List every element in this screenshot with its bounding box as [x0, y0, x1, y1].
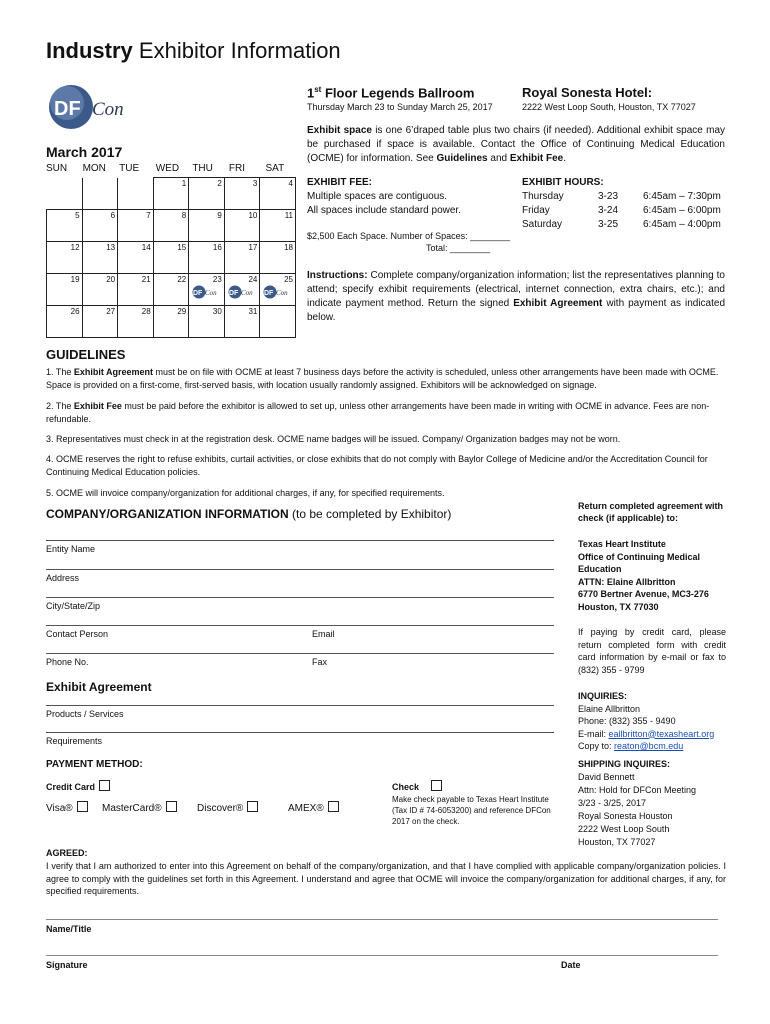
guideline-item: 4. OCME reserves the right to refuse exhibits, curtail activities, or close exhibits that do not comply with Baylor College of Medicine and/or the Accreditation Council for Continuing Medical Education policies. — [46, 454, 708, 477]
discover-checkbox[interactable] — [247, 801, 258, 812]
hours-date: 3-25 — [598, 219, 619, 230]
svg-text:DF: DF — [264, 290, 274, 297]
dfcon-logo — [48, 84, 132, 130]
calendar-day — [118, 178, 154, 210]
inquiries-email-link[interactable]: eallbritton@texasheart.org — [608, 728, 715, 739]
calendar-day — [82, 178, 118, 210]
email-label: Email — [312, 629, 335, 639]
hours-day: Saturday — [522, 219, 563, 230]
contact-line[interactable] — [46, 625, 554, 626]
contact-person-label: Contact Person — [46, 629, 109, 639]
payment-heading: PAYMENT METHOD: — [46, 759, 143, 770]
requirements-line[interactable] — [46, 732, 554, 733]
calendar-day: 21 — [118, 274, 154, 306]
guidelines-heading: GUIDELINES — [46, 347, 126, 362]
name-title-label: Name/Title — [46, 924, 92, 934]
weekday-label: TUE — [119, 163, 140, 174]
calendar-day: 4 — [260, 178, 296, 210]
inquiries-block: INQUIRIES: Elaine Allbritton Phone: (832) 355 - 9490 E-mail: eallbritton@texasheart.org Copy to: reaton@bcm.edu — [578, 691, 715, 751]
calendar-day: 6 — [82, 210, 118, 242]
calendar-day: 17 — [224, 242, 260, 274]
signature-line[interactable] — [46, 955, 718, 956]
calendar-day: 2 — [189, 178, 225, 210]
svg-text:Con: Con — [92, 99, 124, 120]
calendar-day: 27 — [82, 306, 118, 338]
svg-text:Con: Con — [240, 289, 253, 297]
agreed-heading: AGREED: — [46, 848, 88, 858]
calendar-week — [47, 210, 296, 242]
requirements-label: Requirements — [46, 736, 103, 746]
exhibit-fee-line: All spaces include standard power. — [307, 205, 461, 216]
calendar-day: 16 — [189, 242, 225, 274]
check-checkbox[interactable] — [431, 780, 442, 791]
copy-email-link[interactable]: reaton@bcm.edu — [614, 741, 684, 751]
hours-time: 6:45am – 6:00pm — [643, 205, 721, 216]
calendar-week — [47, 178, 296, 210]
calendar-day: 30 — [189, 306, 225, 338]
return-address: Texas Heart Institute Office of Continuing Medical Education ATTN: Elaine Allbritton 6770 Bertner Avenue, MC3-276 Houston, TX 77030 — [578, 539, 709, 612]
guideline-item: 3. Representatives must check in at the registration desk. OCME name badges will be issued. Company/ Organization badges may not be worn. — [46, 434, 621, 444]
signature-label: Signature — [46, 960, 88, 970]
calendar-day: 31 — [224, 306, 260, 338]
address-line[interactable] — [46, 569, 554, 570]
amex-checkbox[interactable] — [328, 801, 339, 812]
hours-date: 3-23 — [598, 191, 619, 202]
discover-option[interactable]: Discover® — [197, 801, 258, 814]
amex-option[interactable]: AMEX® — [288, 801, 339, 814]
calendar-day: 19 — [47, 274, 83, 306]
products-line[interactable] — [46, 705, 554, 706]
calendar-grid — [46, 177, 296, 338]
guideline-item: 5. OCME will invoice company/organization for additional charges, if any, for specified requirements. — [46, 488, 445, 498]
weekday-label: SAT — [265, 163, 285, 174]
exhibit-fee-line: Multiple spaces are contiguous. — [307, 191, 448, 202]
weekday-label: FRI — [228, 163, 245, 174]
hours-time: 6:45am – 7:30pm — [643, 191, 721, 202]
exhibit-agreement-heading: Exhibit Agreement — [46, 680, 152, 694]
calendar-day: 9 — [189, 210, 225, 242]
entity-name-label: Entity Name — [46, 544, 96, 554]
dfcon-mini-logo-icon — [192, 285, 222, 299]
phone-label: Phone No. — [46, 657, 89, 667]
company-heading: COMPANY/ORGANIZATION INFORMATION (to be completed by Exhibitor) — [46, 507, 452, 521]
calendar-week — [47, 242, 296, 274]
mastercard-option[interactable]: MasterCard® — [102, 801, 177, 814]
calendar-day: 20 — [82, 274, 118, 306]
venue-address: 2222 West Loop South, Houston, TX 77027 — [522, 102, 696, 112]
svg-text:DF: DF — [193, 290, 203, 297]
visa-checkbox[interactable] — [77, 801, 88, 812]
calendar-day: 8 — [153, 210, 189, 242]
venue-hotel: Royal Sonesta Hotel: — [522, 85, 653, 100]
guideline-item: 1. The Exhibit Agreement must be on file with OCME at least 7 business days before the activity is scheduled, unless other arrangements have been made with OCME. Space is provided on a first-come, first-served basis, with location usually randomly assigned. Exhibitors will be acknowledged on signage. — [46, 367, 719, 390]
calendar-day: 24 DF Con — [224, 274, 260, 306]
svg-text:DF: DF — [228, 290, 239, 297]
hours-time: 6:45am – 4:00pm — [643, 219, 721, 230]
check-option[interactable]: Check — [392, 780, 442, 792]
calendar-day: 13 — [82, 242, 118, 274]
calendar-day: 26 — [47, 306, 83, 338]
calendar-day: 25 DF Con — [260, 274, 296, 306]
phone-line[interactable] — [46, 653, 554, 654]
city-label: City/State/Zip — [46, 601, 101, 611]
calendar-week — [47, 274, 296, 306]
hours-date: 3-24 — [598, 205, 619, 216]
calendar-month: March 2017 — [46, 144, 123, 160]
hours-day: Friday — [522, 205, 550, 216]
exhibit-hours-heading: EXHIBIT HOURS: — [522, 177, 604, 188]
check-note: Make check payable to Texas Heart Institute (Tax ID # 74-6053200) and reference DFCon 2017 on the check. — [392, 795, 551, 826]
calendar-day: 29 — [153, 306, 189, 338]
weekday-label: MON — [82, 163, 106, 174]
weekday-label: WED — [155, 163, 180, 174]
entity-line[interactable] — [46, 540, 554, 541]
calendar-day: 11 — [260, 210, 296, 242]
products-label: Products / Services — [46, 709, 124, 719]
calendar-day: 28 — [118, 306, 154, 338]
page-title: Industry Exhibitor Information — [46, 38, 341, 63]
credit-card-note: If paying by credit card, please return completed form with credit card information by e-mail or fax to (832) 355 - 9799 — [578, 627, 726, 675]
exhibit-fee-heading: EXHIBIT FEE: — [307, 177, 373, 188]
calendar-day: 10 — [224, 210, 260, 242]
fax-label: Fax — [312, 657, 328, 667]
return-instructions: Return completed agreement with check (if applicable) to: — [578, 501, 724, 523]
calendar-day: 23 DF Con — [189, 274, 225, 306]
shipping-block: SHIPPING INQUIRES: David Bennett Attn: Hold for DFCon Meeting 3/23 - 3/25, 2017 Royal Sonesta Houston 2222 West Loop South Houston, TX 77027 — [578, 759, 697, 847]
dfcon-mini-logo-icon — [263, 285, 293, 299]
name-title-line[interactable] — [46, 919, 718, 920]
calendar-day: 14 — [118, 242, 154, 274]
hours-day: Thursday — [522, 191, 564, 202]
svg-text:DF: DF — [54, 98, 81, 120]
instructions-text: Instructions: Complete company/organization information; list the representatives planning to attend; specify exhibit requirements (electrical, internet connection, extra chairs, etc.); and indicate payment method. Return the signed Exhibit Agreement with payment as indicated below. — [307, 270, 726, 323]
calendar-day: 5 — [47, 210, 83, 242]
weekday-label: THU — [192, 163, 213, 174]
credit-card-checkbox[interactable] — [99, 780, 110, 791]
svg-text:Con: Con — [205, 289, 217, 297]
calendar-day: 1 — [153, 178, 189, 210]
weekday-label: SUN — [46, 163, 68, 174]
exhibit-space-text: Exhibit space is one 6’draped table plus two chairs (if needed). Additional exhibit space may be purchased if space is available. Contact the Office of Continuing Medical Education (OCME) for information. See Guidelines and Exhibit Fee. — [307, 125, 726, 164]
visa-option[interactable]: Visa® — [46, 801, 88, 814]
city-line[interactable] — [46, 597, 554, 598]
date-label: Date — [561, 960, 581, 970]
calendar-weekdays — [46, 163, 302, 174]
agreed-text: I verify that I am authorized to enter into this Agreement on behalf of the company/organization, and that I have complied with applicable company/organization policies. I agree to comply with the guidelines set forth in this Agreement. I understand and agree that OCME will invoice the company/organization for additional charges, if any, for specified requirements. — [46, 861, 726, 896]
calendar-day: 15 — [153, 242, 189, 274]
svg-text:Con: Con — [276, 289, 289, 297]
exhibit-fee-total: Total: ________ — [426, 243, 491, 253]
venue-dates: Thursday March 23 to Sunday March 25, 2017 — [307, 102, 493, 112]
guideline-item: 2. The Exhibit Fee must be paid before the exhibitor is allowed to set up, unless other arrangements have been made in writing with OCME in advance. Fees are non-refundable. — [46, 401, 710, 424]
exhibit-fee-price: $2,500 Each Space. Number of Spaces: ________ — [307, 231, 511, 241]
venue-room: 1st Floor Legends Ballroom — [307, 85, 475, 101]
calendar-day: 3 — [224, 178, 260, 210]
calendar-day — [260, 306, 296, 338]
calendar-day: 12 — [47, 242, 83, 274]
dfcon-mini-logo-icon — [228, 285, 258, 299]
calendar-day: 7 — [118, 210, 154, 242]
credit-card-option[interactable]: Credit Card — [46, 780, 110, 792]
calendar-day: 18 — [260, 242, 296, 274]
calendar-day — [47, 178, 83, 210]
address-label: Address — [46, 573, 80, 583]
mastercard-checkbox[interactable] — [166, 801, 177, 812]
calendar-day: 22 — [153, 274, 189, 306]
calendar-week — [47, 306, 296, 338]
